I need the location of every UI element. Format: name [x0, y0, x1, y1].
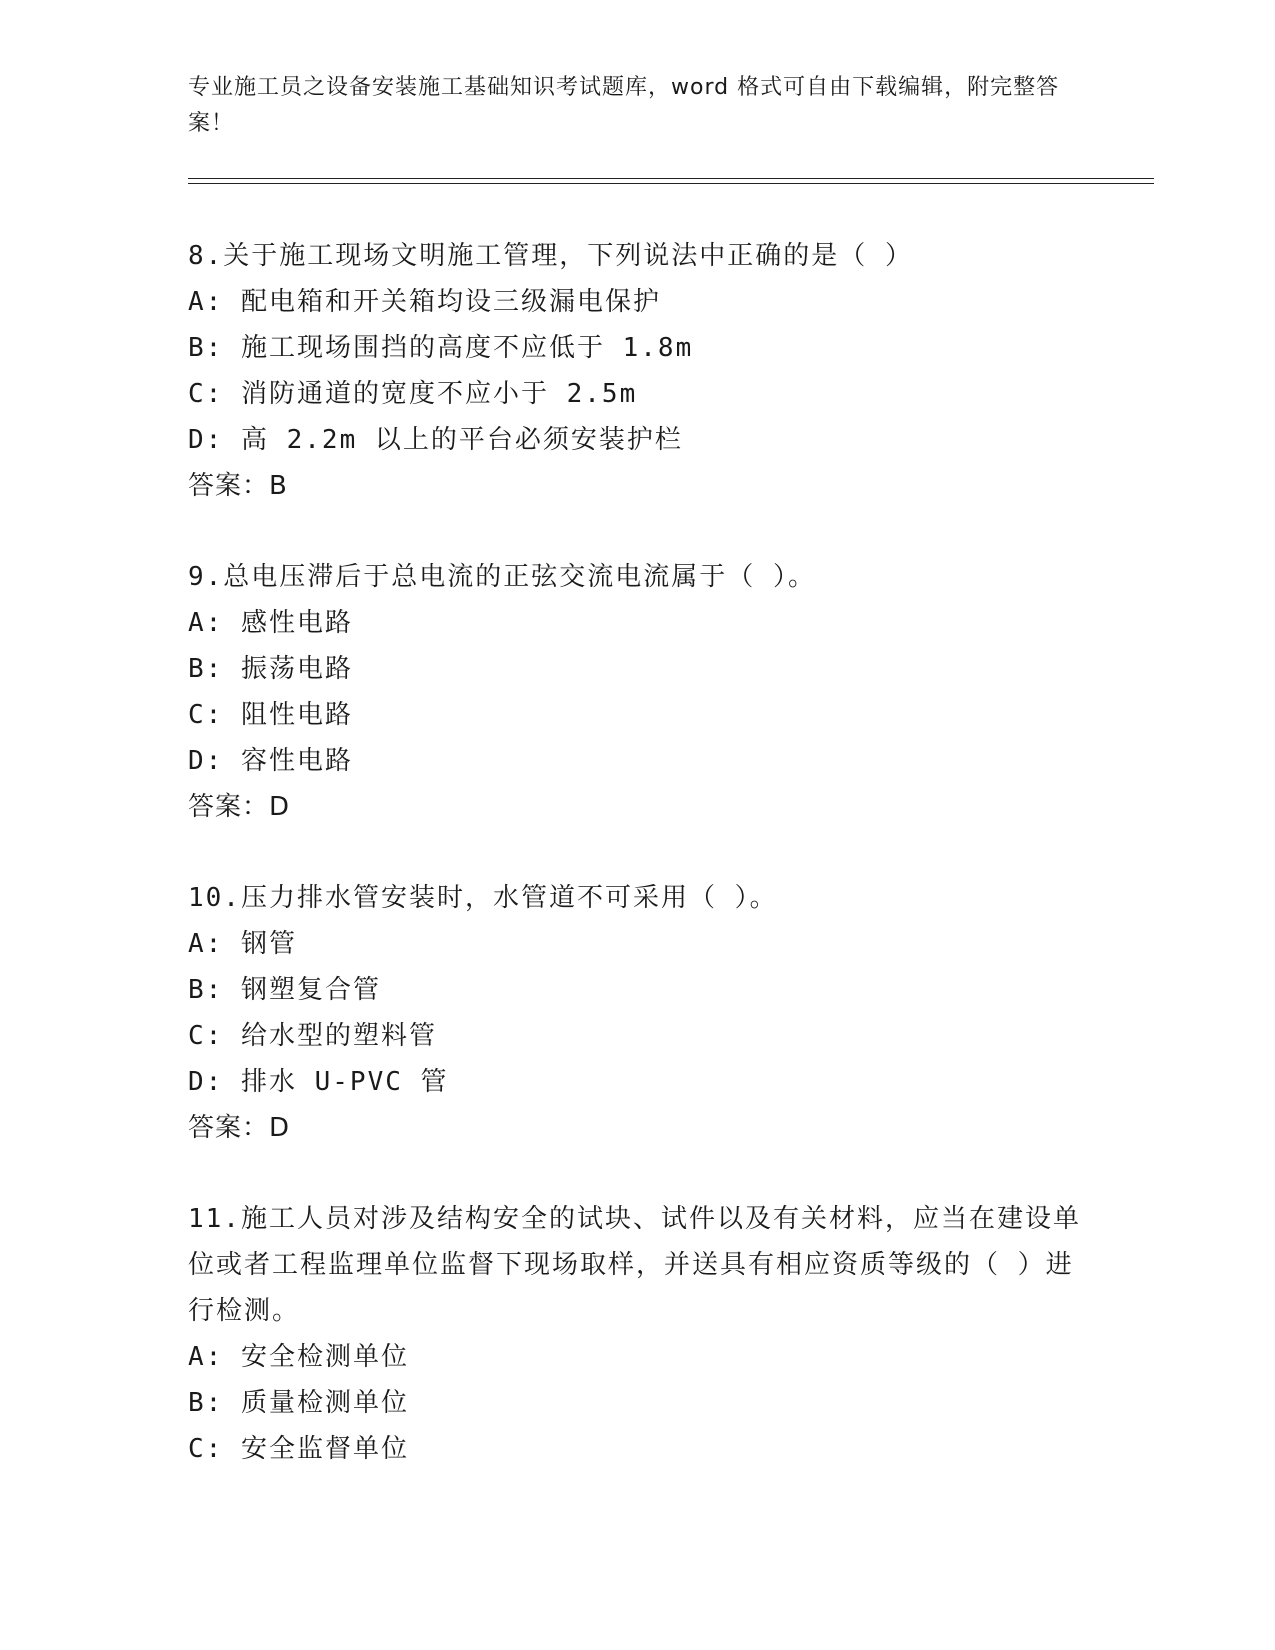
option-b: B: 质量检测单位	[188, 1388, 409, 1418]
option-d: D: 容性电路	[188, 746, 353, 776]
option-a: A: 配电箱和开关箱均设三级漏电保护	[188, 287, 661, 317]
question-list	[188, 233, 1088, 1517]
option-b: B: 施工现场围挡的高度不应低于 1.8m	[188, 333, 694, 363]
question-stem: 11.施工人员对涉及结构安全的试块、试件以及有关材料，应当在建设单位或者工程监理单位监督下现场取样，并送具有相应资质等级的（ ）进行检测。	[188, 1204, 1081, 1326]
question-stem: 8.关于施工现场文明施工管理，下列说法中正确的是（ ）	[188, 241, 913, 271]
answer: 答案：D	[188, 1113, 291, 1143]
option-b: B: 振荡电路	[188, 654, 353, 684]
option-c: C: 安全监督单位	[188, 1434, 409, 1464]
option-c: C: 消防通道的宽度不应小于 2.5m	[188, 379, 638, 409]
option-a: A: 感性电路	[188, 608, 353, 638]
question-11	[188, 1196, 1088, 1472]
question-9	[188, 554, 1088, 830]
option-b: B: 钢塑复合管	[188, 975, 381, 1005]
document-header: 专业施工员之设备安装施工基础知识考试题库，word 格式可自由下载编辑，附完整答案！	[188, 75, 1060, 136]
option-a: A: 钢管	[188, 929, 297, 959]
option-c: C: 给水型的塑料管	[188, 1021, 437, 1051]
option-d: D: 排水 U-PVC 管	[188, 1067, 449, 1097]
answer: 答案：B	[188, 471, 288, 501]
question-8	[188, 233, 1088, 509]
question-stem: 9.总电压滞后于总电流的正弦交流电流属于（ ）。	[188, 562, 816, 592]
header-divider-bottom	[188, 183, 1154, 184]
answer: 答案：D	[188, 792, 291, 822]
option-a: A: 安全检测单位	[188, 1342, 409, 1372]
header-divider-top	[188, 178, 1154, 179]
question-10	[188, 875, 1088, 1151]
question-stem: 10.压力排水管安装时，水管道不可采用（ ）。	[188, 883, 778, 913]
option-d: D: 高 2.2m 以上的平台必须安装护栏	[188, 425, 683, 455]
option-c: C: 阻性电路	[188, 700, 353, 730]
